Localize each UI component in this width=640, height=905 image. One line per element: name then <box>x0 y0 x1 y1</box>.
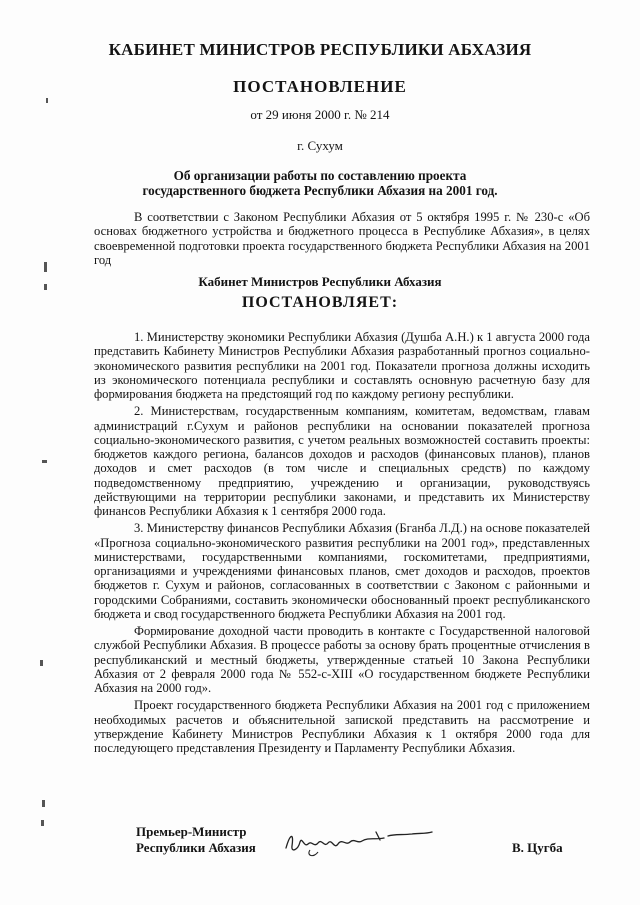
resolution-body <box>94 330 590 758</box>
handwritten-signature <box>280 826 440 860</box>
scan-mark <box>44 262 47 272</box>
cabinet-line: Кабинет Министров Республики Абхазия <box>198 274 442 289</box>
document-type: ПОСТАНОВЛЕНИЕ <box>233 77 407 96</box>
paragraph-5: Проект государственного бюджета Республики Абхазия на 2001 год с приложением необходимых расчетов и объяснительной запиской представить на рассмотрение и утверждение Кабинету Министров Республики Абхазия к 1 октября 2000 года для последующего представления Президенту и Парламенту Республики Абхазия. <box>94 698 590 755</box>
signatory-title-line-2: Республики Абхазия <box>136 840 256 855</box>
paragraph-3: 3. Министерству финансов Республики Абхазия (Бганба Л.Д.) на основе показателей «Прогноза социально-экономического развития республики на 2001 год», представленных министерствами, государственными компаниями, госкомитетами, предприятиями, организациями и учреждениями финансовых планов, смет доходов и расходов, проектов бюджетов г. Сухум и районов, согласованных в соответствии с Законом с районными и городскими Собраниями, составить экономически обоснованный проект республиканского бюджета и свод государственного бюджета Республики Абхазия на 2001 год. <box>94 521 590 621</box>
document-date-number: от 29 июня 2000 г. № 214 <box>250 107 390 122</box>
scan-mark <box>40 660 43 666</box>
subject-line-1: Об организации работы по составлению проекта <box>173 168 467 183</box>
organization-title: КАБИНЕТ МИНИСТРОВ РЕСПУБЛИКИ АБХАЗИЯ <box>108 40 532 59</box>
scan-mark <box>42 800 45 807</box>
signatory-title-line-1: Премьер-Министр <box>136 824 247 839</box>
paragraph-2: 2. Министерствам, государственным компаниям, комитетам, ведомствам, главам администраций г.Сухум и районов республики на основании показателей прогноза социально-экономического развития, с учетом реальных возможностей составить проекты: бюджетов каждого региона, балансов доходов и расходов (финансовых планов), планов доходов и смет расходов (в том числе и специальных средств) по каждому подведомственному предприятию, учреждению и организации, руководствуясь действующими на территории республики законами, и представить их Министерству финансов Республики Абхазия к 1 сентября 2000 года. <box>94 404 590 518</box>
scan-mark <box>41 820 44 826</box>
paragraph-4: Формирование доходной части проводить в контакте с Государственной налоговой службой Республики Абхазия. В процессе работы за основу брать процентные отчисления в республиканский и местный бюджеты, утвержденные статьей 10 Закона Республики Абхазия от 2 февраля 2000 года № 552-с-XIII «О государственном бюджете Республики Абхазия на 2000 год». <box>94 624 590 695</box>
resolves-heading: ПОСТАНОВЛЯЕТ: <box>241 294 399 311</box>
subject-line-2: государственного бюджета Республики Абхазия на 2001 год. <box>142 183 498 198</box>
signatory-title <box>136 824 256 856</box>
preamble-paragraph: В соответствии с Законом Республики Абхазия от 5 октября 1995 г. № 230-с «Об основах бюджетного устройства и бюджетного процесса в Республике Абхазия», в целях своевременной подготовки проекта государственного бюджета Республики Абхазия на 2001 год <box>94 210 590 268</box>
signatory-name: В. Цугба <box>512 840 563 855</box>
document-subject <box>80 168 560 198</box>
document-city: г. Сухум <box>297 138 343 153</box>
scan-mark <box>42 460 47 463</box>
paragraph-1: 1. Министерству экономики Республики Абхазия (Душба А.Н.) к 1 августа 2000 года представить Кабинету Министров Республики Абхазия разработанный прогноз социально-экономического развития республики на 2001 год. Показатели прогноза должны исходить из экономического потенциала республики и составлять основную расчетную базу для формирования бюджета на предстоящий год по каждому региону республики. <box>94 330 590 401</box>
scan-mark <box>46 98 48 103</box>
